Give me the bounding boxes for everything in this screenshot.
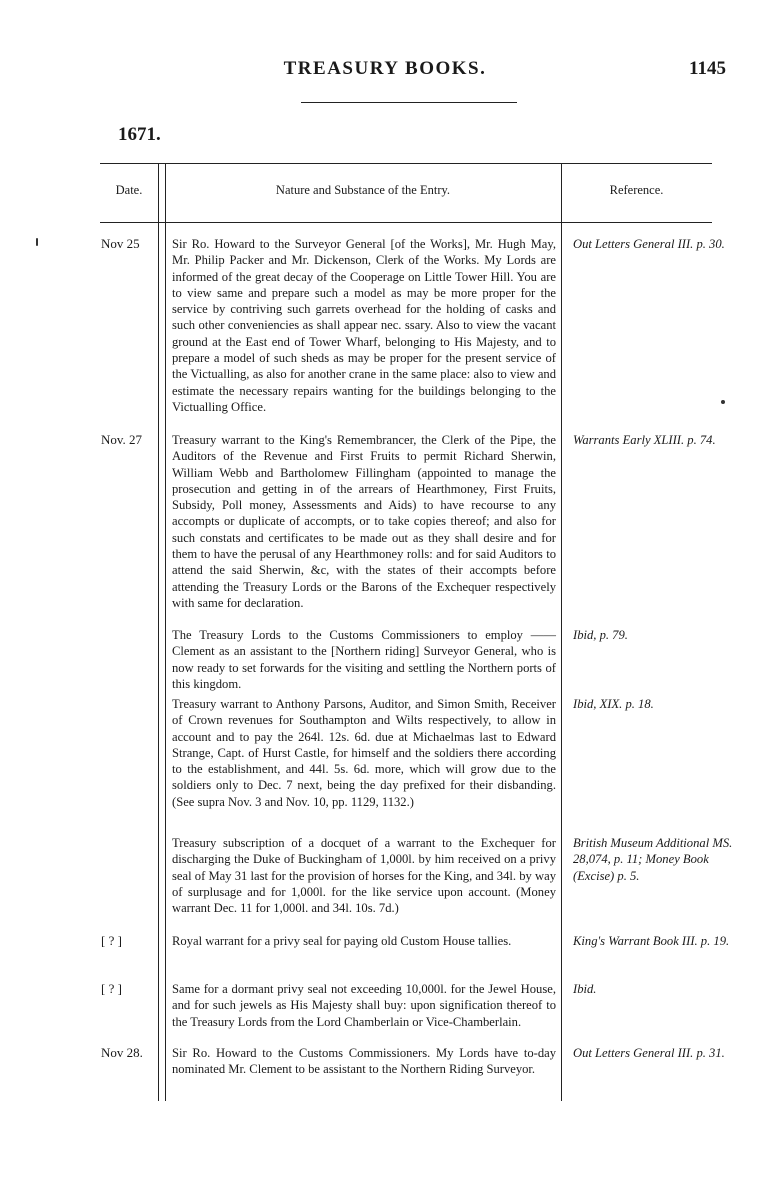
page-title: TREASURY BOOKS. — [283, 58, 487, 79]
column-header-reference: Reference. — [609, 183, 664, 197]
entry-text: Treasury subscription of a docquet of a warrant to the Exchequer for discharging the Duke of Buckingham of 1,000l. by him received on a privy seal of May 31 last for the provision of horses for the King, and 34l. by way of surplusage and for 1,000l. for the like service upon account. (Money warrant Dec. 11 for 1,000l. and 34l. 10s. 7d.) — [172, 836, 556, 916]
column-header-nature: Nature and Substance of the Entry. — [275, 183, 451, 197]
column-header-date: Date. — [115, 183, 143, 197]
entry-date: Nov 25 — [101, 236, 140, 251]
entry-date: Nov. 27 — [101, 432, 143, 447]
print-speck — [36, 238, 38, 246]
entry-reference: Ibid. — [573, 982, 597, 996]
entry-text: Sir Ro. Howard to the Surveyor General [of the Works], Mr. Hugh May, Mr. Philip Packer and Mr. Dickenson, Clerk of the Works. My Lords are informed of the great decay of the Cooperage on Little Tower Hill. You are to view same and prepare such a model as may be more proper for the service by contriving such garrets overhead for the holding of casks and such other conveniencies as shall appear nec. ssary. Also to view the vacant ground at the East end of Tower Wharf, belonging to His Majesty, and to prepare a model of such sheds as may be proper for the present service of the Victualling, as also for another crane in the same place: also to view and estimate the necessary repairs wanting for the buildings belonging to the Victualling Office. — [172, 237, 556, 414]
entry-date: [ ? ] — [101, 981, 122, 996]
entry-reference: King's Warrant Book III. p. 19. — [573, 934, 730, 948]
entry-text: Treasury warrant to Anthony Parsons, Auditor, and Simon Smith, Receiver of Crown revenues for Southampton and Wilts respectively, to allow in account and to pay the 264l. 12s. 6d. due at Michaelmas last to Edward Strange, Capt. of Hurst Castle, for himself and the soldiers there according to the establishment, and 44l. 5s. 6d. more, which will grow due to the soldiers only to Dec. 7 next, being the day prefixed for their disbanding. (See supra Nov. 3 and Nov. 10, pp. 1129, 1132.) — [172, 697, 556, 809]
entry-text: Treasury warrant to the King's Remembrancer, the Clerk of the Pipe, the Auditors of the Revenue and First Fruits to permit Richard Sherwin, William Webb and Bartholomew Fillingham (appointed to manage the prosecution and getting in of the arrears of Hearthmoney, First Fruits, Subsidy, Poll money, Assessments and Aids) to have recourse to any accompts or duplicate of accompts, or to take copies thereof; and also for such constats and certificates to be made out as they shall desire and for them to have the perusal of any Hearthmoney rolls: and for said Auditors to attend the said Sherwin, &c, with the states of their accompts before attending the Treasury Lords or the Barons of the Exchequer respectively with same for declaration. — [172, 433, 556, 610]
column-divider — [561, 163, 562, 1101]
entry-date: [ ? ] — [101, 933, 122, 948]
column-divider — [158, 163, 159, 1101]
entry-date: Nov 28. — [101, 1045, 143, 1060]
entry-text: Sir Ro. Howard to the Customs Commissioners. My Lords have to-day nominated Mr. Clement to be assistant to the Northern Riding Surveyor. — [172, 1046, 556, 1077]
entry-reference: Warrants Early XLIII. p. 74. — [573, 433, 716, 447]
entry-reference: Ibid, p. 79. — [573, 628, 628, 642]
entry-text: The Treasury Lords to the Customs Commissioners to employ —— Clement as an assistant to the [Northern riding] Surveyor General, who is now ready to set forwards for the visiting and settling the Northern ports of this kingdom. — [172, 628, 556, 691]
entry-reference: Out Letters General III. p. 31. — [573, 1046, 725, 1060]
header-divider — [301, 102, 517, 103]
table-header-rule — [100, 222, 712, 223]
column-divider — [165, 163, 166, 1101]
page-number: 1145 — [689, 58, 726, 79]
entry-reference: Out Letters General III. p. 30. — [573, 237, 725, 251]
entry-text: Same for a dormant privy seal not exceeding 10,000l. for the Jewel House, and for such jewels as His Majesty shall buy: upon signification thereof to the Treasury Lords from the Lord Chamberlain or Vice-Chamberlain. — [172, 982, 556, 1029]
entry-reference: Ibid, XIX. p. 18. — [573, 697, 654, 711]
entry-reference: British Museum Additional MS. 28,074, p. 11; Money Book (Excise) p. 5. — [573, 836, 733, 883]
table-top-rule — [100, 163, 712, 164]
entry-text: Royal warrant for a privy seal for paying old Custom House tallies. — [172, 934, 512, 948]
print-speck — [721, 400, 725, 404]
year-heading: 1671. — [118, 124, 161, 145]
